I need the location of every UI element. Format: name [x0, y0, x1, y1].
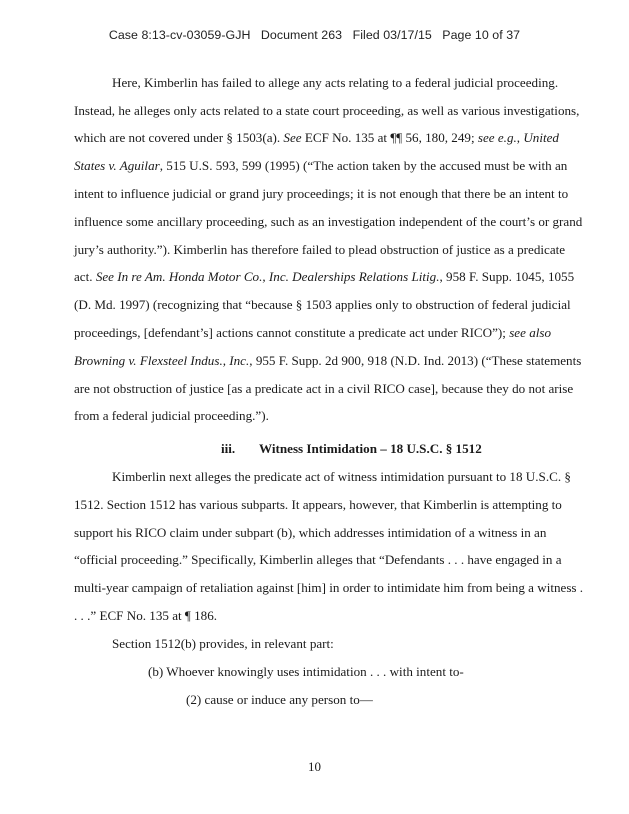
body-line	[74, 353, 581, 369]
body-line: “official proceeding.” Specifically, Kimberlin alleges that “Defendants . . . have engaged in a	[74, 552, 562, 567]
case-name: United	[523, 130, 559, 145]
body-line: intent to influence judicial or grand jury proceedings; it is not enough that there be an intent to	[74, 186, 569, 201]
body-line: influence some ancillary proceeding, such as an investigation independent of the court’s or grand	[74, 214, 583, 229]
text-span: ,	[516, 130, 524, 145]
case-name: Browning v. Flexsteel Indus., Inc.	[74, 353, 250, 368]
case-header: Case 8:13-cv-03059-GJH Document 263 Filed 03/17/15 Page 10 of 37	[108, 28, 521, 42]
body-line	[74, 130, 559, 146]
body-line: are not obstruction of justice [as a predicate act in a civil RICO case], because they do not arise	[74, 381, 574, 396]
page-number: 10	[308, 759, 321, 774]
body-line: jury’s authority.”). Kimberlin has therefore failed to plead obstruction of justice as a predicate	[74, 242, 566, 257]
citation-signal: See	[283, 130, 302, 145]
text-span: ECF No. 135 at ¶¶ 56, 180, 249;	[301, 130, 478, 145]
text-span: act.	[74, 269, 96, 284]
body-line: Instead, he alleges only acts related to a state court proceeding, as well as various investigations,	[74, 103, 580, 118]
citation-signal: see e.g.	[477, 130, 517, 145]
body-line: Kimberlin next alleges the predicate act of witness intimidation pursuant to 18 U.S.C. §	[112, 469, 571, 484]
body-line	[74, 269, 574, 285]
body-line: . . .” ECF No. 135 at ¶ 186.	[74, 608, 218, 623]
case-name: States v. Aguilar	[74, 158, 160, 173]
body-line: multi-year campaign of retaliation against [him] in order to intimidate him from being a witness .	[74, 580, 584, 595]
text-span: proceedings, [defendant’s] actions cannot constitute a predicate act under RICO”);	[74, 325, 510, 340]
text-span: which are not covered under § 1503(a).	[74, 130, 284, 145]
body-line: Here, Kimberlin has failed to allege any acts relating to a federal judicial proceeding.	[112, 75, 559, 90]
section-title: Witness Intimidation – 18 U.S.C. § 1512	[259, 441, 482, 456]
body-line: 1512. Section 1512 has various subparts. It appears, however, that Kimberlin is attempting to	[74, 497, 562, 512]
text-span: , 955 F. Supp. 2d 900, 918 (N.D. Ind. 2013) (“These statements	[249, 353, 582, 368]
text-span: , 515 U.S. 593, 599 (1995) (“The action taken by the accused must be with an	[159, 158, 568, 173]
body-line: from a federal judicial proceeding.”).	[74, 408, 269, 423]
block-quote-line: (2) cause or induce any person to—	[186, 692, 373, 707]
body-line: (D. Md. 1997) (recognizing that “because § 1503 applies only to obstruction of federal judicial	[74, 297, 571, 312]
block-quote-line: (b) Whoever knowingly uses intimidation . . . with intent to-	[148, 664, 464, 679]
body-line	[74, 325, 551, 341]
case-name: See In re Am. Honda Motor Co., Inc. Dealerships Relations Litig.	[95, 269, 440, 284]
text-span: , 958 F. Supp. 1045, 1055	[439, 269, 575, 284]
citation-signal: see also	[509, 325, 552, 340]
body-line: Section 1512(b) provides, in relevant part:	[112, 636, 334, 651]
body-line	[74, 158, 567, 174]
body-line: support his RICO claim under subpart (b), which addresses intimidation of a witness in an	[74, 525, 547, 540]
section-number: iii.	[221, 441, 236, 456]
